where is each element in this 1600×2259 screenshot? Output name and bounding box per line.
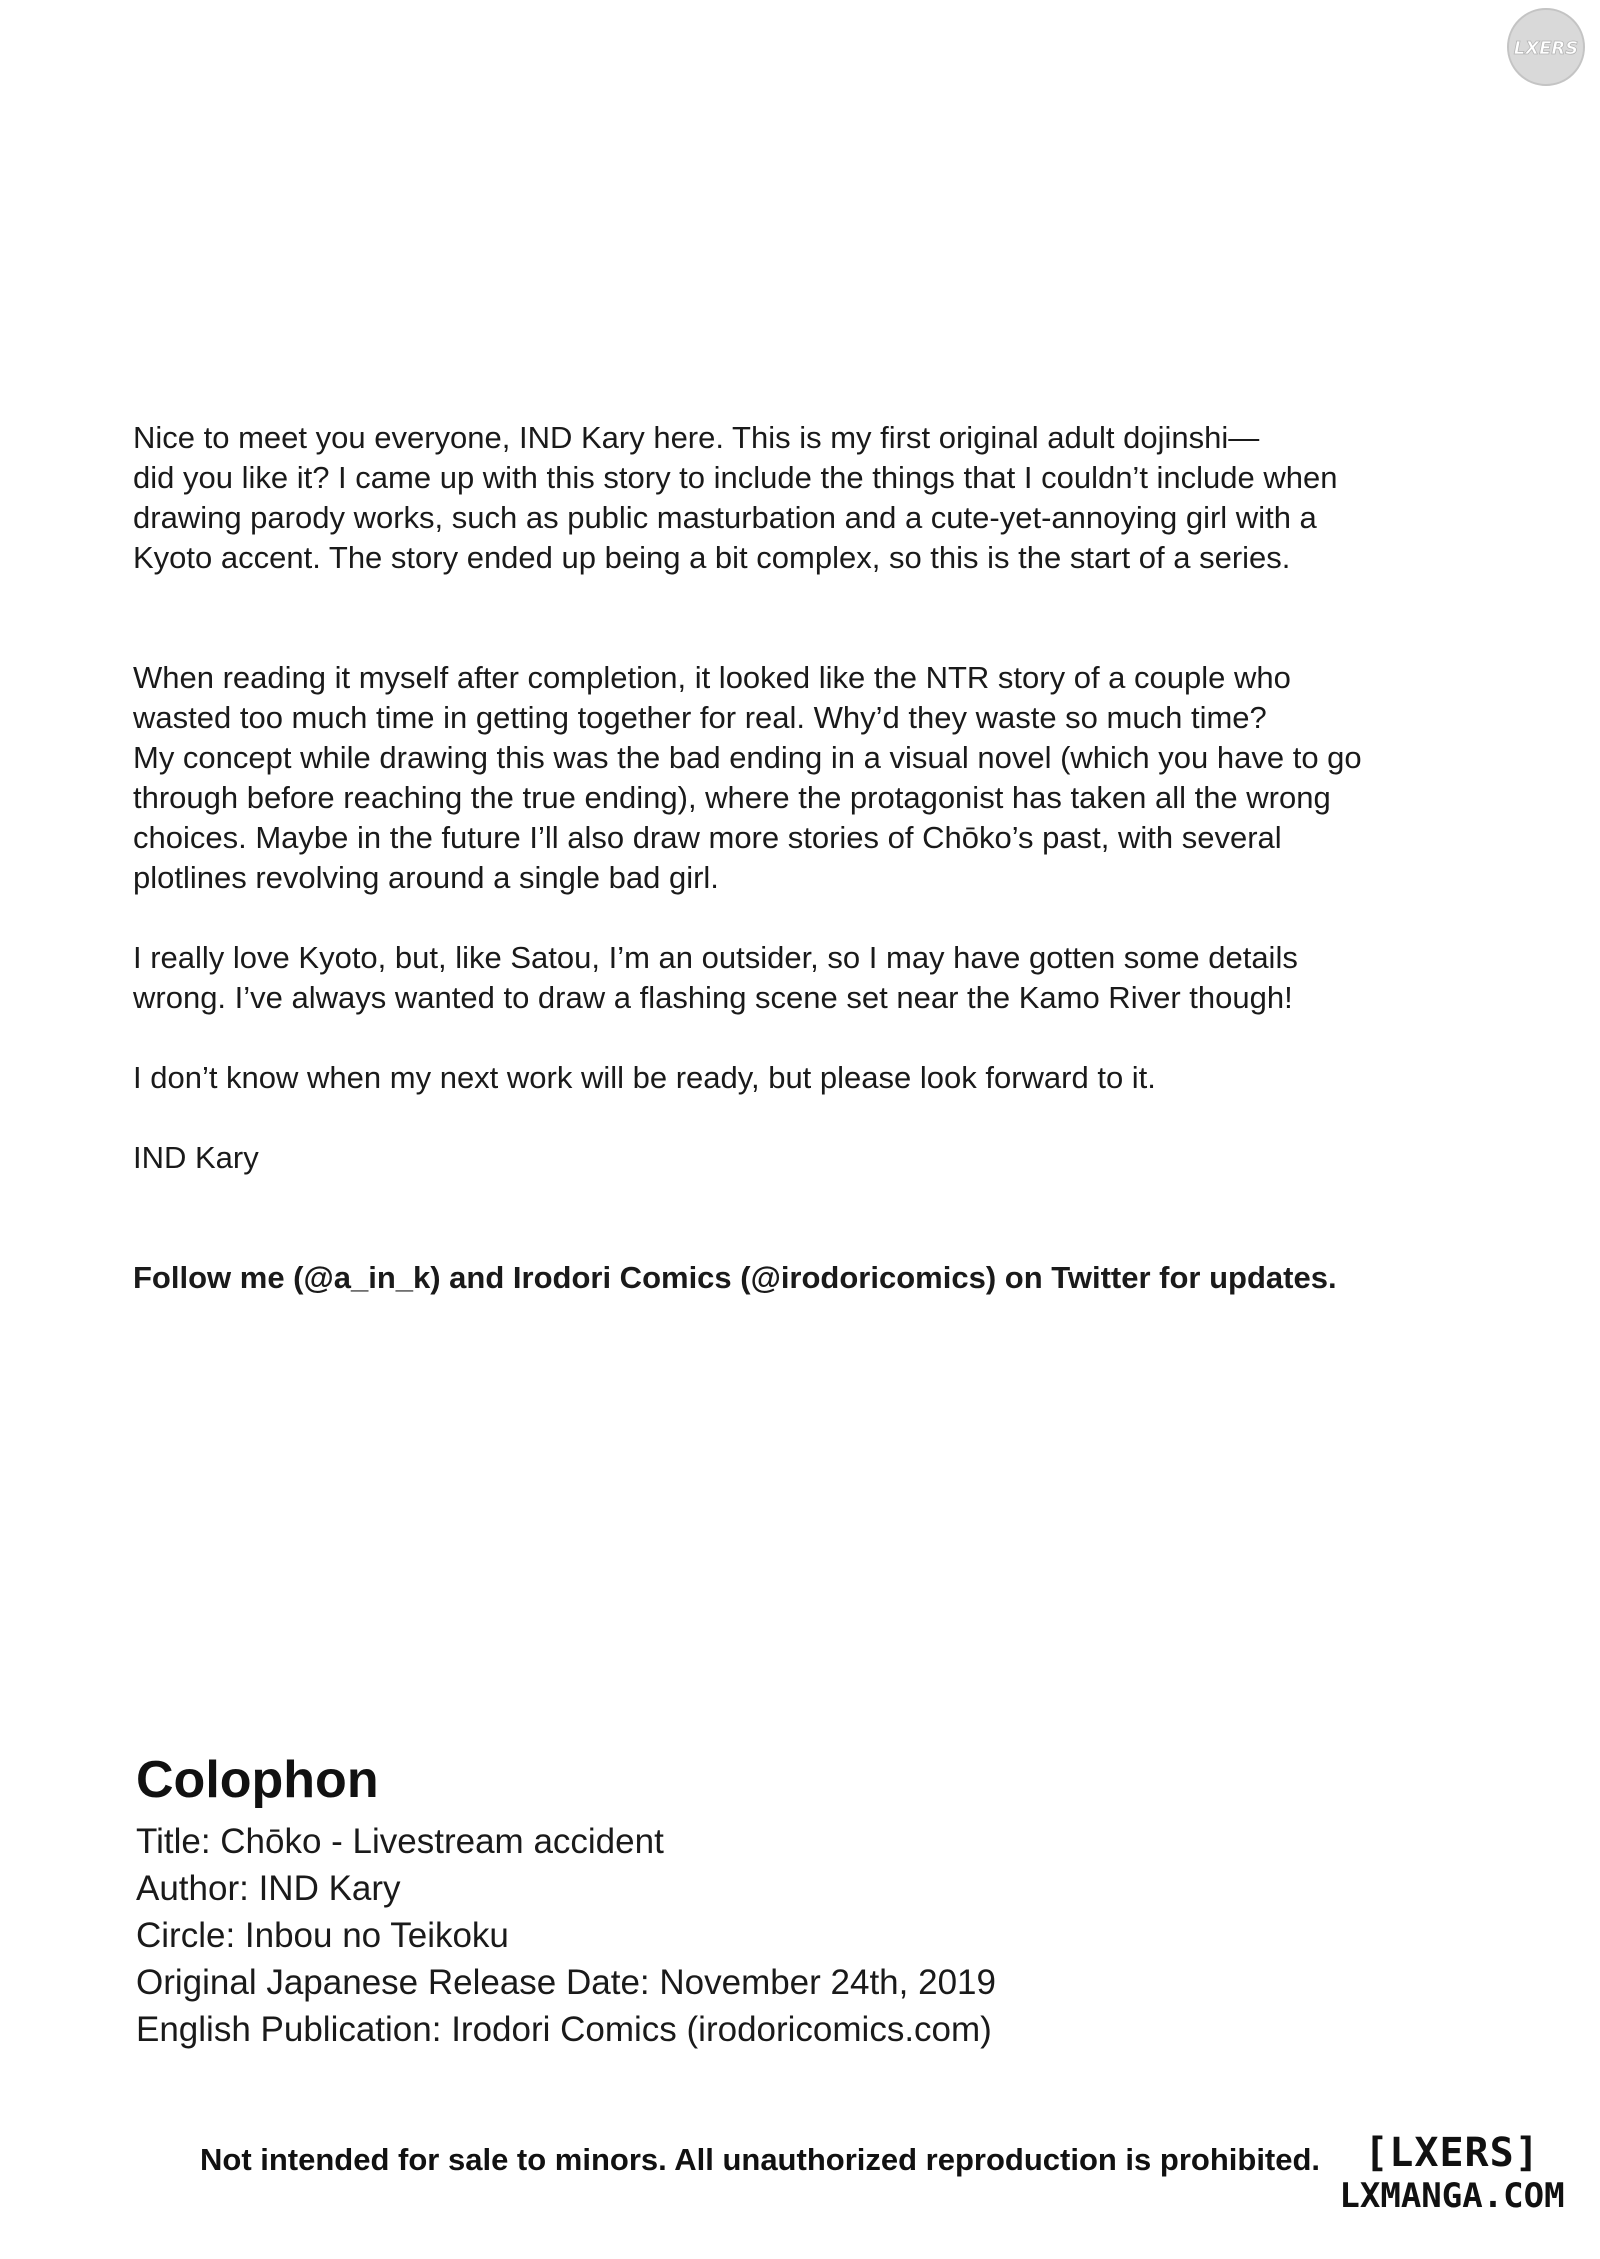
colophon-release-date-item: Original Japanese Release Date: November 24th, 2019 [136,1963,996,2002]
afterword-signature: IND Kary [133,1140,259,1175]
paragraph-line: Nice to meet you everyone, IND Kary here. This is my first original adult dojinshi— [133,420,1260,455]
lxmanga-watermark [1332,2130,1572,2216]
paragraph-line: My concept while drawing this was the bad ending in a visual novel (which you have to go [133,740,1362,775]
logo-text: LXERS [1513,38,1579,59]
lxers-logo-graphic [1506,7,1586,87]
legal-notice: Not intended for sale to minors. All unauthorized reproduction is prohibited. [200,2142,1321,2177]
afterword-paragraph-3 [133,938,1298,1018]
afterword-paragraph-2 [133,658,1362,898]
colophon-circle-item: Circle: Inbou no Teikoku [136,1916,509,1955]
colophon-title-item: Title: Chōko - Livestream accident [136,1822,664,1861]
colophon [136,1748,996,2053]
paragraph-line: When reading it myself after completion, it looked like the NTR story of a couple who [133,660,1291,695]
brand-bottom-text: LXMANGA.COM [1339,2176,1565,2216]
afterword-paragraph-1 [133,418,1338,578]
colophon-publication-item: English Publication: Irodori Comics (irodoricomics.com) [136,2010,992,2049]
paragraph-line: I really love Kyoto, but, like Satou, I’m an outsider, so I may have gotten some details [133,940,1298,975]
paragraph-line: did you like it? I came up with this story to include the things that I couldn’t include when [133,460,1338,495]
paragraph-line: drawing parody works, such as public masturbation and a cute-yet-annoying girl with a [133,500,1317,535]
paragraph-line: through before reaching the true ending), where the protagonist has taken all the wrong [133,780,1331,815]
colophon-heading: Colophon [136,1751,379,1809]
follow-note: Follow me (@a_in_k) and Irodori Comics (@irodoricomics) on Twitter for updates. [133,1260,1337,1295]
lxers-logo-icon [1506,7,1586,87]
paragraph-line: plotlines revolving around a single bad girl. [133,860,719,895]
paragraph-line: wrong. I’ve always wanted to draw a flashing scene set near the Kamo River though! [133,980,1293,1015]
paragraph-line: wasted too much time in getting together for real. Why’d they waste so much time? [133,700,1267,735]
brand-top-text: [LXERS] [1364,2130,1540,2176]
paragraph-line: choices. Maybe in the future I’ll also draw more stories of Chōko’s past, with several [133,820,1282,855]
paragraph-line: Kyoto accent. The story ended up being a bit complex, so this is the start of a series. [133,540,1291,575]
colophon-author-item: Author: IND Kary [136,1869,401,1908]
afterword-paragraph-4: I don’t know when my next work will be ready, but please look forward to it. [133,1060,1156,1095]
